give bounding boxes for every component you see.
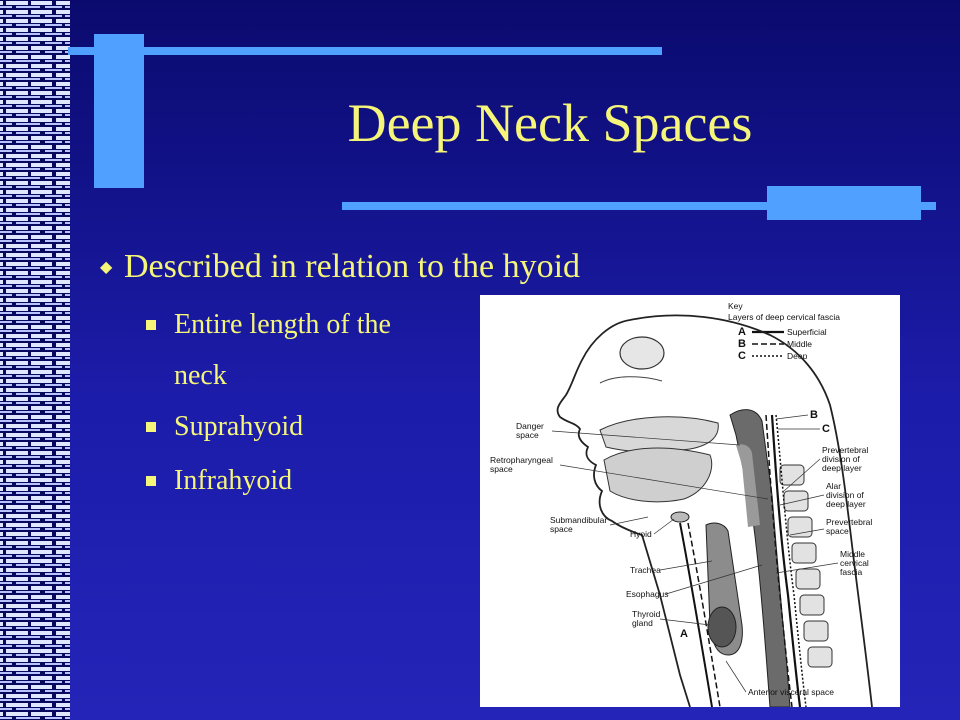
label-prevertebral-division-2: division of bbox=[822, 454, 860, 464]
square-bullet-icon bbox=[146, 320, 156, 330]
label-thyroid-1: Thyroid bbox=[632, 609, 661, 619]
label-submandibular-1: Submandibular bbox=[550, 515, 608, 525]
label-anterior-visceral-space: Anterior visceral space bbox=[748, 687, 834, 697]
key-letter-c: C bbox=[738, 350, 746, 362]
label-prevertebral-division-3: deep layer bbox=[822, 463, 862, 473]
key-label-middle: Middle bbox=[787, 339, 813, 349]
square-bullet-icon bbox=[146, 476, 156, 486]
marker-c: C bbox=[822, 423, 830, 435]
marker-a: A bbox=[680, 628, 688, 640]
key-label-deep: Deep bbox=[787, 351, 808, 361]
bullet-level1 bbox=[100, 244, 720, 290]
neck-anatomy-figure bbox=[480, 295, 900, 707]
sub-bullet-text: Entire length of the bbox=[174, 309, 391, 340]
label-prevertebral-space-2: space bbox=[826, 526, 849, 536]
key-letter-a: A bbox=[738, 326, 746, 338]
bullet-text: Described in relation to the hyoid bbox=[124, 248, 581, 285]
square-bullet-icon bbox=[146, 422, 156, 432]
key-title: Key bbox=[728, 301, 743, 311]
label-danger-space-2: space bbox=[516, 430, 539, 440]
sub-bullet-text: neck bbox=[174, 360, 227, 391]
slide-title: Deep Neck Spaces bbox=[347, 93, 753, 153]
decor-bar-top bbox=[68, 47, 662, 55]
label-prevertebral-space-1: Prevertebral bbox=[826, 517, 873, 527]
neck-anatomy-illustration bbox=[480, 295, 900, 707]
key-letter-b: B bbox=[738, 338, 746, 350]
decor-block-left bbox=[94, 34, 144, 188]
key-label-superficial: Superficial bbox=[787, 327, 827, 337]
label-esophagus: Esophagus bbox=[626, 589, 669, 599]
label-trachea: Trachea bbox=[630, 565, 661, 575]
label-alar-1: Alar bbox=[826, 481, 842, 491]
label-hyoid: Hyoid bbox=[630, 529, 652, 539]
label-prevertebral-division-1: Prevertebral bbox=[822, 445, 869, 455]
sub-bullet-text: Suprahyoid bbox=[174, 411, 304, 442]
striped-border bbox=[0, 0, 70, 720]
marker-b: B bbox=[810, 409, 818, 421]
label-alar-3: deep layer bbox=[826, 499, 866, 509]
label-thyroid-2: gland bbox=[632, 618, 653, 628]
diamond-bullet-icon: ◆ bbox=[100, 259, 113, 276]
label-middle-cervical-3: fascia bbox=[840, 567, 863, 577]
label-submandibular-2: space bbox=[550, 524, 573, 534]
key-subtitle: Layers of deep cervical fascia bbox=[728, 312, 840, 322]
label-alar-2: division of bbox=[826, 490, 864, 500]
sub-bullet-text: Infrahyoid bbox=[174, 465, 293, 496]
label-retropharyngeal-1: Retropharyngeal bbox=[490, 455, 553, 465]
label-middle-cervical-2: cervical bbox=[840, 558, 869, 568]
decor-block-right bbox=[767, 186, 921, 220]
label-middle-cervical-1: Middle bbox=[840, 549, 866, 559]
label-danger-space-1: Danger bbox=[516, 421, 544, 431]
label-retropharyngeal-2: space bbox=[490, 464, 513, 474]
